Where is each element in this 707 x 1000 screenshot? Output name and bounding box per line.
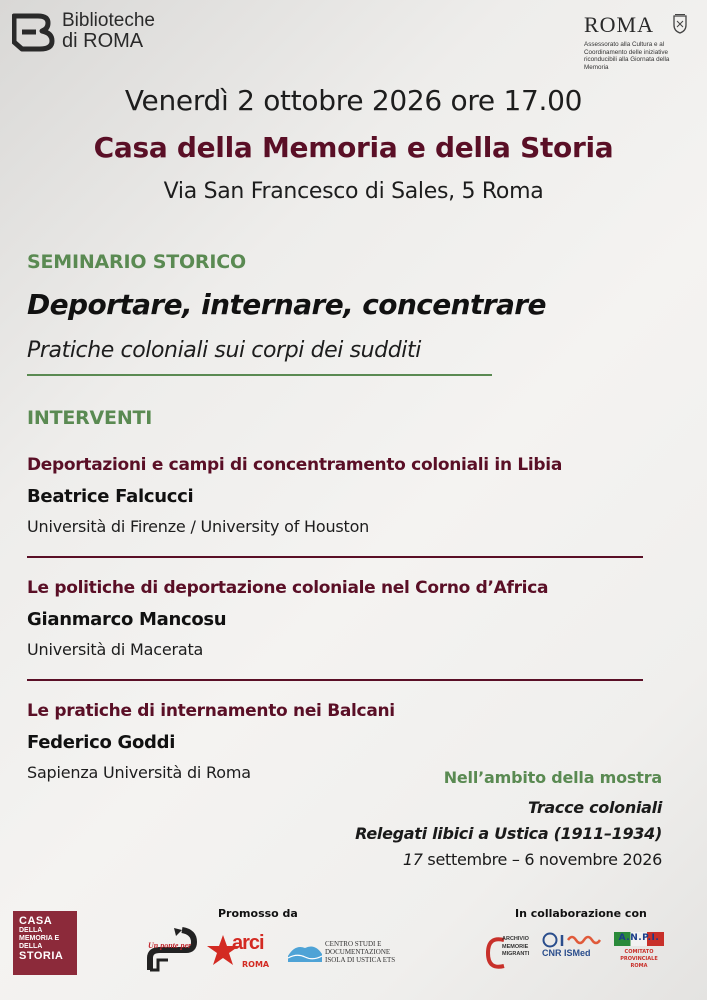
event-venue: Casa della Memoria e della Storia [93, 131, 614, 164]
biblioteche-di-roma-logo [12, 10, 177, 54]
exhibition-block [355, 768, 662, 873]
talk-3-affiliation: Sapienza Università di Roma [27, 763, 251, 782]
anpi-logo [614, 932, 664, 976]
talk-2-speaker: Gianmarco Mancosu [27, 609, 227, 630]
in-collaboration-label: In collaborazione con [515, 907, 647, 920]
exhibition-label: Nell’ambito della mostra [443, 768, 662, 787]
event-address: Via San Francesco di Sales, 5 Roma [163, 179, 544, 204]
biblioteche-name-line1: Biblioteche [62, 10, 155, 31]
exhibition-dates-day: 17 [402, 850, 423, 869]
centro-studi-text: CENTRO STUDI E DOCUMENTAZIONE ISOLA DI USTICA ETS [325, 940, 396, 964]
biblioteche-b-mark-icon [12, 12, 56, 52]
archivio-text: ARCHIVIO MEMORIE MIGRANTI [502, 936, 530, 957]
roma-assessorato-description: Assessorato alla Cultura e al Coordinamento delle iniziative riconducibili alla Giornata della Memoria [584, 41, 670, 71]
talk-3-title: Le pratiche di internamento nei Balcani [27, 701, 395, 721]
green-divider [27, 374, 492, 376]
arci-wordmark: arci [232, 932, 264, 954]
exhibition-title-line2: Relegati libici a Ustica (1911–1934) [355, 824, 662, 843]
island-icon [287, 940, 323, 964]
exhibition-title-line1: Tracce coloniali [527, 798, 662, 817]
talk-1-speaker: Beatrice Falcucci [27, 486, 194, 507]
arci-roma-logo [206, 926, 276, 974]
casa-della-memoria-logo [13, 911, 77, 975]
arci-roma-text: ROMA [242, 960, 270, 969]
exhibition-dates-rest: settembre – 6 novembre 2026 [422, 850, 662, 869]
un-ponte-per-logo [146, 926, 202, 974]
talk-2-title: Le politiche di deportazione coloniale nel Corno d’Africa [27, 578, 549, 598]
bridge-icon [146, 926, 202, 974]
centro-studi-ustica-logo [287, 936, 397, 968]
seminar-subtitle: Pratiche coloniali sui corpi dei sudditi [27, 338, 421, 363]
talk-2-affiliation: Università di Macerata [27, 640, 204, 659]
roma-logo [584, 12, 694, 71]
talk-1-affiliation: Università di Firenze / University of Houston [27, 517, 370, 536]
talk-1-title: Deportazioni e campi di concentramento coloniali in Libia [27, 455, 562, 475]
exhibition-dates [355, 847, 662, 873]
roma-wordmark: ROMA [584, 12, 655, 37]
cnr-ismed-logo [542, 932, 606, 968]
casa-logo-line1: CASA [19, 915, 53, 927]
cnr-ismed-text: CNR ISMed [542, 948, 591, 958]
seminar-title: Deportare, internare, concentrare [27, 288, 546, 321]
burgundy-divider [27, 556, 643, 558]
seminar-label: SEMINARIO STORICO [27, 251, 246, 273]
un-ponte-per-text: Un ponte per [148, 941, 192, 950]
anpi-subtitle: COMITATO PROVINCIALE ROMA [620, 949, 658, 969]
casa-logo-line2: DELLA MEMORIA E DELLA [19, 927, 60, 950]
event-date: Venerdì 2 ottobre 2026 ore 17.00 [124, 84, 583, 117]
biblioteche-name-line2: di ROMA [62, 30, 144, 52]
promoted-by-label: Promosso da [218, 907, 298, 920]
roma-crest-icon [672, 14, 688, 34]
cnr-mark-icon [542, 932, 606, 948]
burgundy-divider [27, 679, 643, 681]
talk-3-speaker: Federico Goddi [27, 732, 176, 753]
archivio-memorie-migranti-logo [484, 932, 538, 974]
interventi-label: INTERVENTI [27, 407, 153, 429]
anpi-wordmark: A.N.P.I. [618, 933, 660, 943]
casa-logo-line3: STORIA [19, 950, 64, 962]
